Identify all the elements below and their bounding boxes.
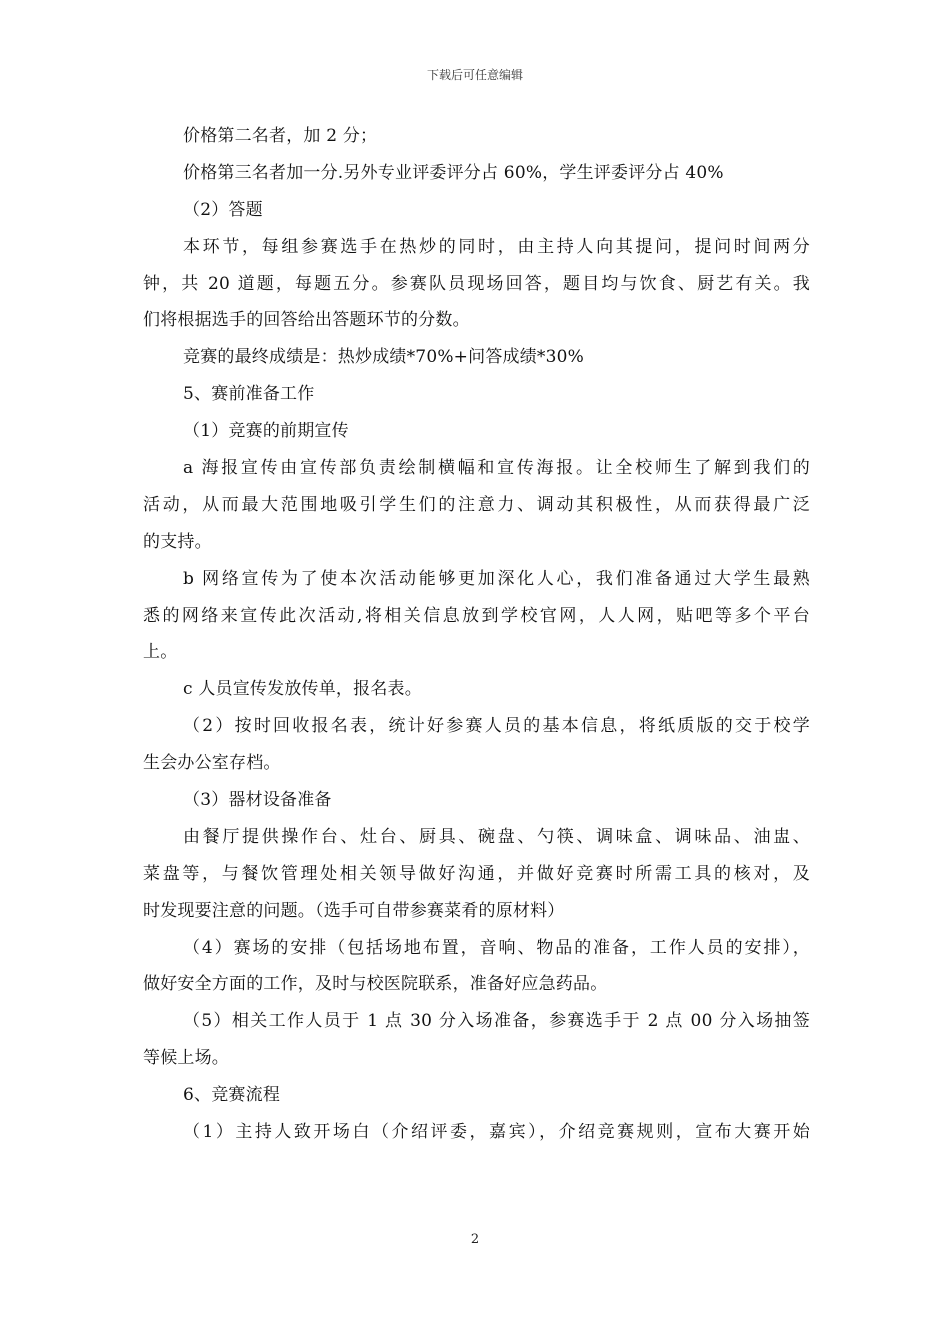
text-line: 钟，共 20 道题，每题五分。参赛队员现场回答，题目均与饮食、厨艺有关。我 — [143, 273, 810, 294]
text-line: 们将根据选手的回答给出答题环节的分数。 — [143, 310, 470, 331]
text-line: 的支持。 — [143, 531, 212, 552]
text-line: b 网络宣传为了使本次活动能够更加深化人心，我们准备通过大学生最熟 — [183, 568, 810, 589]
section-heading: 5、赛前准备工作 — [183, 384, 315, 405]
text-line: （1）主持人致开场白（介绍评委，嘉宾），介绍竞赛规则，宣布大赛开始 — [183, 1122, 810, 1143]
section-heading: （3）器材设备准备 — [183, 790, 332, 811]
text-line: 时发现要注意的问题。（选手可自带参赛菜肴的原材料） — [143, 900, 565, 921]
section-heading: （2）答题 — [183, 199, 263, 220]
text-line: 价格第二名者，加 2 分； — [183, 126, 378, 146]
text-line: 本环节，每组参赛选手在热炒的同时，由主持人向其提问，提问时间两分 — [183, 236, 810, 257]
text-line: c 人员宣传发放传单，报名表。 — [183, 679, 422, 700]
text-line: 竞赛的最终成绩是：热炒成绩*70%+问答成绩*30% — [183, 347, 585, 368]
text-line: 等候上场。 — [143, 1048, 229, 1069]
text-line: 价格第三名者加一分.另外专业评委评分占 60%，学生评委评分占 40% — [183, 162, 724, 183]
page-header: 下载后可任意编辑 — [426, 68, 523, 82]
text-line: （4）赛场的安排（包括场地布置，音响、物品的准备，工作人员的安排）， — [183, 937, 810, 958]
text-line: 悉的网络来宣传此次活动,将相关信息放到学校官网，人人网，贴吧等多个平台 — [143, 605, 810, 626]
text-line: 做好安全方面的工作，及时与校医院联系，准备好应急药品。 — [143, 974, 608, 995]
text-line: （2）按时回收报名表，统计好参赛人员的基本信息，将纸质版的交于校学 — [183, 716, 810, 737]
text-line: 由餐厅提供操作台、灶台、厨具、碗盘、勺筷、调味盒、调味品、油盅、 — [183, 826, 810, 847]
text-line: （5）相关工作人员于 1 点 30 分入场准备，参赛选手于 2 点 00 分入场抽签 — [183, 1011, 810, 1032]
section-heading: （1）竞赛的前期宣传 — [183, 421, 349, 442]
text-line: 活动，从而最大范围地吸引学生们的注意力、调动其积极性，从而获得最广泛 — [143, 494, 810, 515]
section-heading: 6、竞赛流程 — [183, 1085, 281, 1106]
text-line: 上。 — [143, 642, 178, 663]
text-line: 菜盘等，与餐饮管理处相关领导做好沟通，并做好竞赛时所需工具的核对，及 — [143, 863, 810, 884]
text-line: 生会办公室存档。 — [143, 753, 281, 774]
document-body — [143, 118, 810, 1151]
text-line: a 海报宣传由宣传部负责绘制横幅和宣传海报。让全校师生了解到我们的 — [183, 458, 810, 479]
page-number: 2 — [470, 1232, 480, 1247]
